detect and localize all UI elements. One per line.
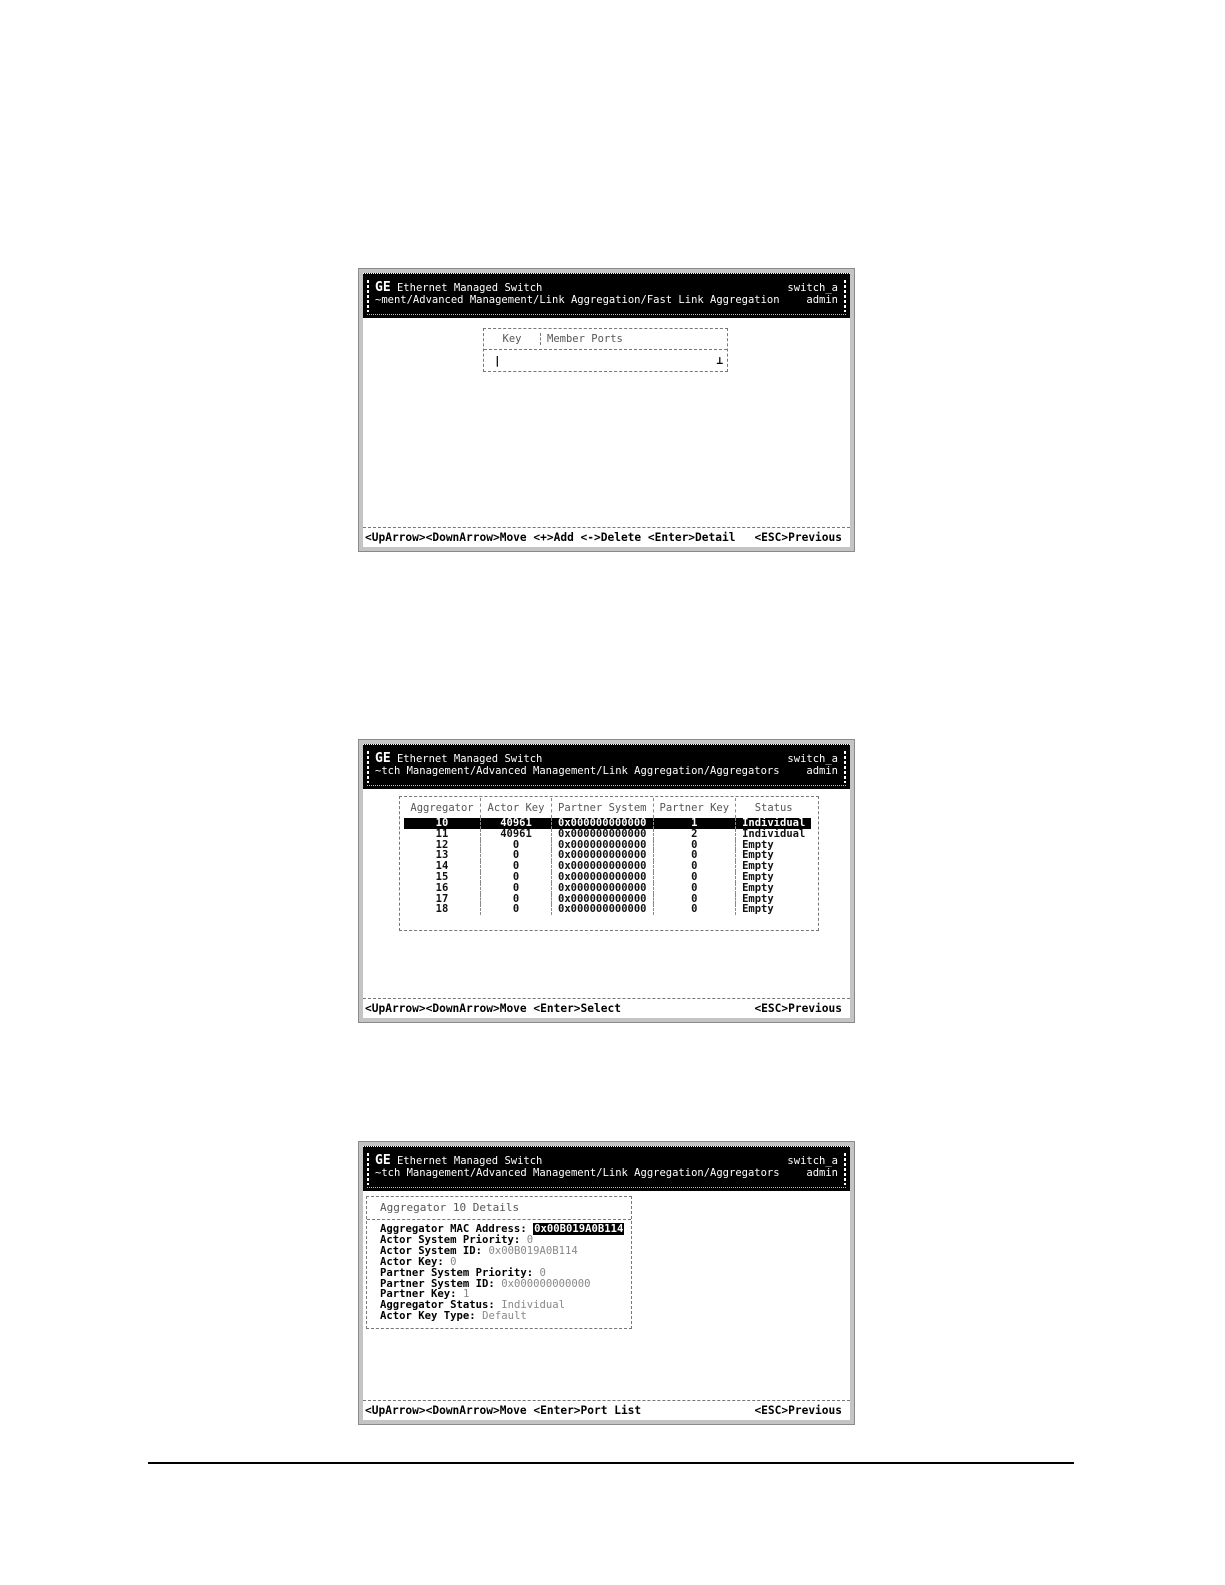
- cell-status: Individual: [736, 818, 812, 829]
- table-row[interactable]: [404, 904, 811, 915]
- detail-label: Actor Key:: [380, 1255, 444, 1268]
- previous-hint[interactable]: <ESC>Previous: [754, 1404, 842, 1417]
- key-hints: <UpArrow><DownArrow>Move <+>Add <->Delete <Enter>Detail: [365, 531, 736, 544]
- cell-actor-key: 0: [481, 850, 552, 861]
- detail-label: Actor System ID:: [380, 1244, 483, 1257]
- footer-bar: [363, 1400, 850, 1420]
- breadcrumb: ~tch Management/Advanced Management/Link Aggregation/Aggregators: [375, 1167, 780, 1179]
- detail-value: 0: [526, 1233, 534, 1246]
- key-hints: <UpArrow><DownArrow>Move <Enter>Select: [365, 1002, 621, 1015]
- cell-aggregator: 12: [435, 838, 449, 851]
- header-divider: [367, 1187, 846, 1188]
- detail-value: Individual: [501, 1299, 565, 1312]
- cell-aggregator: 15: [435, 870, 449, 883]
- table-row[interactable]: [484, 350, 727, 370]
- cell-partner-system: 0x000000000000: [552, 872, 654, 883]
- footer-bar: [363, 527, 850, 547]
- table-header-row: [404, 798, 811, 818]
- cell-status: Empty: [736, 883, 812, 894]
- cell-actor-key: 0: [481, 840, 552, 851]
- hostname: switch_a: [787, 1155, 838, 1167]
- product-logo: GE: [375, 751, 391, 766]
- aggregators-table-panel: [399, 796, 819, 931]
- hostname: switch_a: [787, 282, 838, 294]
- username: admin: [806, 294, 838, 306]
- text-cursor: |: [494, 353, 501, 367]
- cell-partner-key: 1: [653, 818, 736, 829]
- detail-value: 1: [462, 1288, 470, 1301]
- cell-partner-system: 0x000000000000: [552, 883, 654, 894]
- header-title: Ethernet Managed Switch: [396, 753, 543, 765]
- key-hints: <UpArrow><DownArrow>Move <Enter>Port List: [365, 1404, 642, 1417]
- detail-value: Default: [482, 1310, 527, 1323]
- cell-partner-key: 0: [653, 850, 736, 861]
- cell-actor-key: 0: [481, 861, 552, 872]
- detail-label: Partner Key:: [380, 1288, 457, 1301]
- cell-actor-key: 0: [481, 904, 552, 915]
- cell-aggregator: 11: [435, 827, 449, 840]
- table-row[interactable]: [404, 829, 811, 840]
- cell-partner-system: 0x000000000000: [552, 861, 654, 872]
- column-header-partner-key: Partner Key: [653, 798, 736, 818]
- header-title: Ethernet Managed Switch: [396, 282, 543, 294]
- cell-status: Empty: [736, 894, 812, 905]
- cell-partner-system: 0x000000000000: [552, 850, 654, 861]
- cell-aggregator: 16: [435, 881, 449, 894]
- aggregators-table-body: [404, 818, 811, 915]
- cell-status: Empty: [736, 861, 812, 872]
- detail-value: 0: [450, 1255, 457, 1268]
- cell-partner-key: 2: [653, 829, 736, 840]
- cell-actor-key: 40961: [481, 829, 552, 840]
- detail-label: Actor System Priority:: [380, 1233, 521, 1246]
- previous-hint[interactable]: <ESC>Previous: [754, 531, 842, 544]
- key-table: [483, 328, 728, 372]
- previous-hint[interactable]: <ESC>Previous: [754, 1002, 842, 1015]
- header-border-right: [844, 751, 846, 783]
- cell-partner-system: 0x000000000000: [552, 829, 654, 840]
- details-panel: [366, 1196, 632, 1329]
- cell-actor-key: 0: [481, 872, 552, 883]
- fast-link-aggregation-screen: [359, 269, 854, 551]
- column-header-aggregator: Aggregator: [410, 802, 474, 814]
- cell-aggregator: 13: [435, 849, 449, 862]
- cell-status: Empty: [736, 872, 812, 883]
- cell-status: Empty: [736, 904, 812, 915]
- table-row[interactable]: [404, 883, 811, 894]
- cell-status: Empty: [736, 850, 812, 861]
- detail-value: 0x000000000000: [501, 1277, 591, 1290]
- header-title: Ethernet Managed Switch: [396, 1155, 543, 1167]
- details-title: Aggregator 10 Details: [367, 1197, 631, 1220]
- cell-partner-key: 0: [653, 840, 736, 851]
- footer-bar: [363, 998, 850, 1018]
- cell-partner-system: 0x000000000000: [552, 840, 654, 851]
- product-logo: GE: [375, 280, 391, 295]
- cell-actor-key: 40961: [481, 818, 552, 829]
- header-divider: [367, 785, 846, 786]
- column-header-status: Status: [736, 798, 812, 818]
- aggregators-table: [404, 798, 811, 915]
- cell-status: Empty: [736, 840, 812, 851]
- cell-partner-key: 0: [653, 861, 736, 872]
- cell-partner-key: 0: [653, 883, 736, 894]
- aggregator-details-screen: [359, 1142, 854, 1424]
- product-logo: GE: [375, 1153, 391, 1168]
- cell-actor-key: 0: [481, 883, 552, 894]
- detail-value: 0x00B019A0B114: [534, 1223, 624, 1235]
- aggregators-screen: [359, 740, 854, 1022]
- cell-partner-system: 0x000000000000: [552, 818, 654, 829]
- cell-partner-system: 0x000000000000: [552, 904, 654, 915]
- cell-partner-system: 0x000000000000: [552, 894, 654, 905]
- scroll-marker-icon: ⊥: [716, 353, 723, 367]
- detail-value: 0x00B019A0B114: [488, 1244, 578, 1257]
- cell-aggregator: 14: [435, 860, 449, 873]
- header-border-left: [367, 280, 369, 312]
- detail-label: Actor Key Type:: [380, 1310, 476, 1323]
- header-border-left: [367, 1153, 369, 1185]
- header-divider: [367, 314, 846, 315]
- breadcrumb: ~ment/Advanced Management/Link Aggregation/Fast Link Aggregation: [375, 294, 780, 306]
- column-header-member-ports: Member Ports: [547, 333, 623, 345]
- column-header-key: Key: [484, 333, 541, 345]
- cell-partner-key: 0: [653, 872, 736, 883]
- detail-value: 0: [539, 1266, 546, 1279]
- table-header-row: [484, 329, 727, 350]
- terminal-header: [363, 744, 850, 789]
- detail-label: Aggregator MAC Address:: [380, 1223, 527, 1235]
- terminal-header: [363, 273, 850, 318]
- column-header-actor-key: Actor Key: [481, 798, 552, 818]
- page-footer-rule: [148, 1462, 1074, 1464]
- cell-partner-key: 0: [653, 894, 736, 905]
- terminal-header: [363, 1146, 850, 1191]
- column-header-partner-system: Partner System: [552, 798, 654, 818]
- username: admin: [806, 765, 838, 777]
- hostname: switch_a: [787, 753, 838, 765]
- header-border-right: [844, 280, 846, 312]
- cell-actor-key: 0: [481, 894, 552, 905]
- cell-aggregator: 17: [435, 892, 449, 905]
- detail-label: Partner System ID:: [380, 1277, 495, 1290]
- detail-field[interactable]: [380, 1311, 631, 1322]
- detail-label: Partner System Priority:: [380, 1266, 534, 1279]
- detail-label: Aggregator Status:: [380, 1299, 495, 1312]
- cell-aggregator: 10: [404, 818, 481, 829]
- details-field-list: [380, 1220, 631, 1322]
- cell-status: Individual: [736, 829, 812, 840]
- cell-partner-key: 0: [653, 904, 736, 915]
- cell-aggregator: 18: [435, 903, 449, 916]
- breadcrumb: ~tch Management/Advanced Management/Link Aggregation/Aggregators: [375, 765, 780, 777]
- username: admin: [806, 1167, 838, 1179]
- header-border-right: [844, 1153, 846, 1185]
- header-border-left: [367, 751, 369, 783]
